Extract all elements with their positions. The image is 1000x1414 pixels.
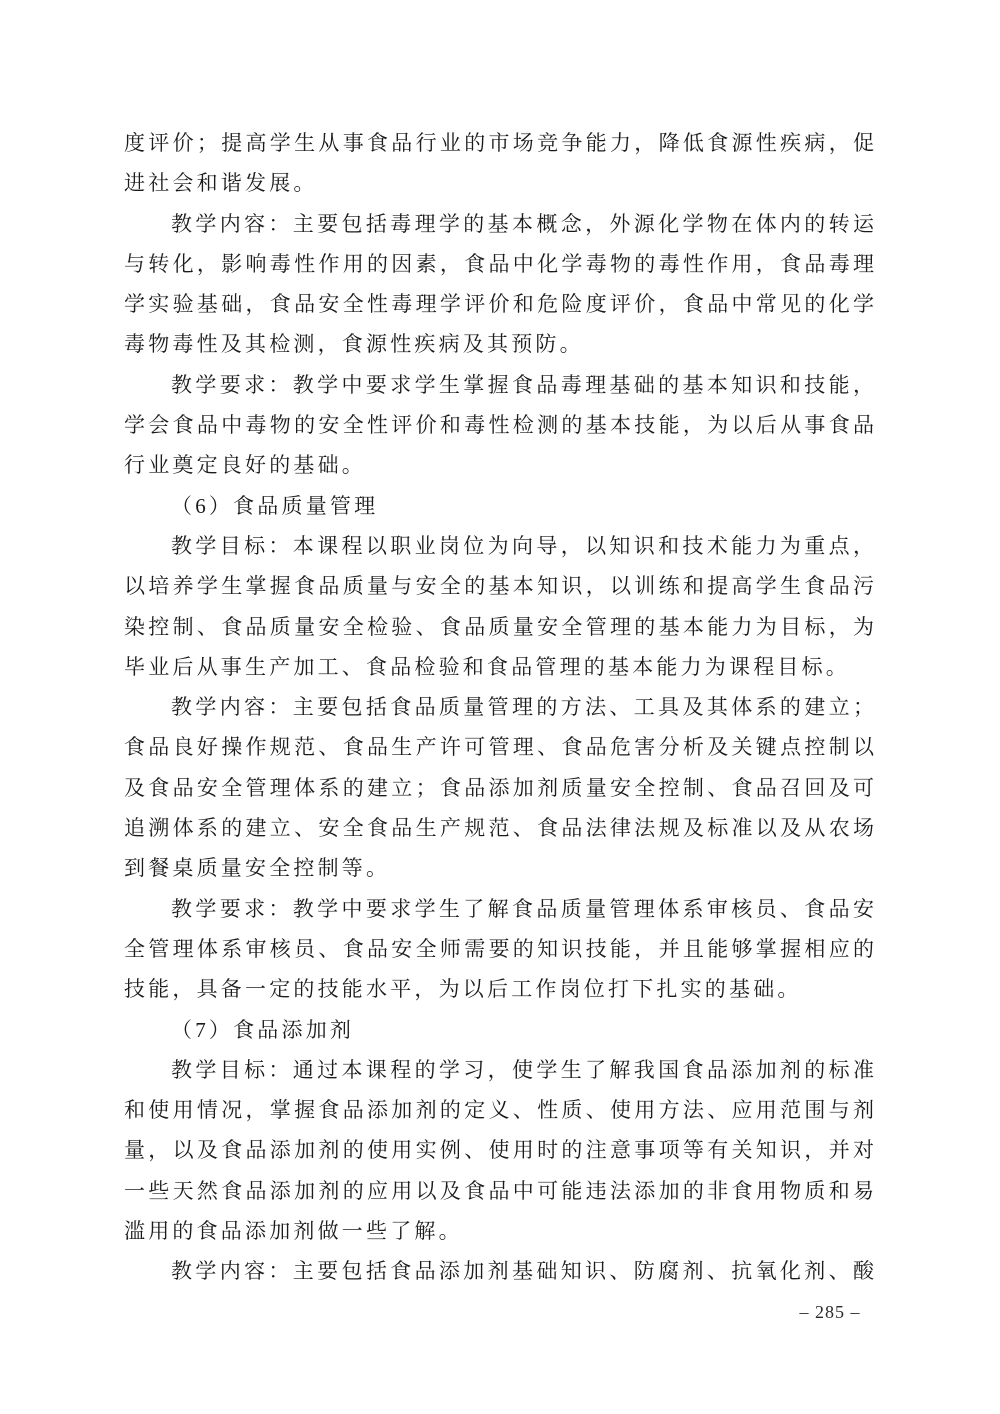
text-line: 教学要求：教学中要求学生了解食品质量管理体系审核员、食品安 [171, 896, 874, 921]
text-line: 和使用情况，掌握食品添加剂的定义、性质、使用方法、应用范围与剂 [124, 1098, 874, 1123]
text-line: 一些天然食品添加剂的应用以及食品中可能违法添加的非食用物质和易 [124, 1178, 874, 1203]
text-line: 学实验基础，食品安全性毒理学评价和危险度评价，食品中常见的化学 [124, 292, 874, 317]
text-line: （7）食品添加剂 [171, 1017, 355, 1042]
text-line: 以培养学生掌握食品质量与安全的基本知识，以训练和提高学生食品污 [124, 574, 874, 599]
text-line: 毒物毒性及其检测，食源性疾病及其预防。 [124, 332, 584, 357]
text-line: 教学要求：教学中要求学生掌握食品毒理基础的基本知识和技能， [171, 372, 874, 397]
text-line: 毕业后从事生产加工、食品检验和食品管理的基本能力为课程目标。 [124, 654, 850, 679]
page-number: – 285 – [799, 1302, 861, 1322]
text-line: 教学目标：通过本课程的学习，使学生了解我国食品添加剂的标准 [171, 1057, 874, 1082]
text-line: 滥用的食品添加剂做一些了解。 [124, 1219, 463, 1244]
text-line: 及食品安全管理体系的建立；食品添加剂质量安全控制、食品召回及可 [124, 775, 874, 800]
text-line: 教学目标：本课程以职业岗位为向导，以知识和技术能力为重点， [171, 533, 874, 558]
text-line: 教学内容：主要包括毒理学的基本概念，外源化学物在体内的转运 [171, 211, 874, 236]
text-line: 度评价；提高学生从事食品行业的市场竞争能力，降低食源性疾病，促 [124, 131, 874, 155]
text-line: 全管理体系审核员、食品安全师需要的知识技能，并且能够掌握相应的 [124, 936, 874, 961]
text-line: 量，以及食品添加剂的使用实例、使用时的注意事项等有关知识，并对 [124, 1138, 874, 1163]
text-line: 与转化，影响毒性作用的因素，食品中化学毒物的毒性作用，食品毒理 [124, 251, 874, 276]
text-line: 染控制、食品质量安全检验、食品质量安全管理的基本能力为目标，为 [124, 614, 874, 639]
text-line: 学会食品中毒物的安全性评价和毒性检测的基本技能，为以后从事食品 [124, 413, 874, 438]
document-body [124, 123, 874, 1292]
text-line: 教学内容：主要包括食品质量管理的方法、工具及其体系的建立； [171, 695, 874, 720]
text-line: （6）食品质量管理 [171, 493, 379, 518]
text-line: 进社会和谐发展。 [124, 171, 318, 196]
text-line: 追溯体系的建立、安全食品生产规范、食品法律法规及标准以及从农场 [124, 816, 874, 841]
text-line: 到餐桌质量安全控制等。 [124, 856, 391, 881]
text-line: 行业奠定良好的基础。 [124, 453, 366, 478]
text-line: 食品良好操作规范、食品生产许可管理、食品危害分析及关键点控制以 [124, 735, 874, 760]
text-line: 技能，具备一定的技能水平，为以后工作岗位打下扎实的基础。 [124, 977, 802, 1002]
text-line: 教学内容：主要包括食品添加剂基础知识、防腐剂、抗氧化剂、酸 [171, 1259, 874, 1284]
